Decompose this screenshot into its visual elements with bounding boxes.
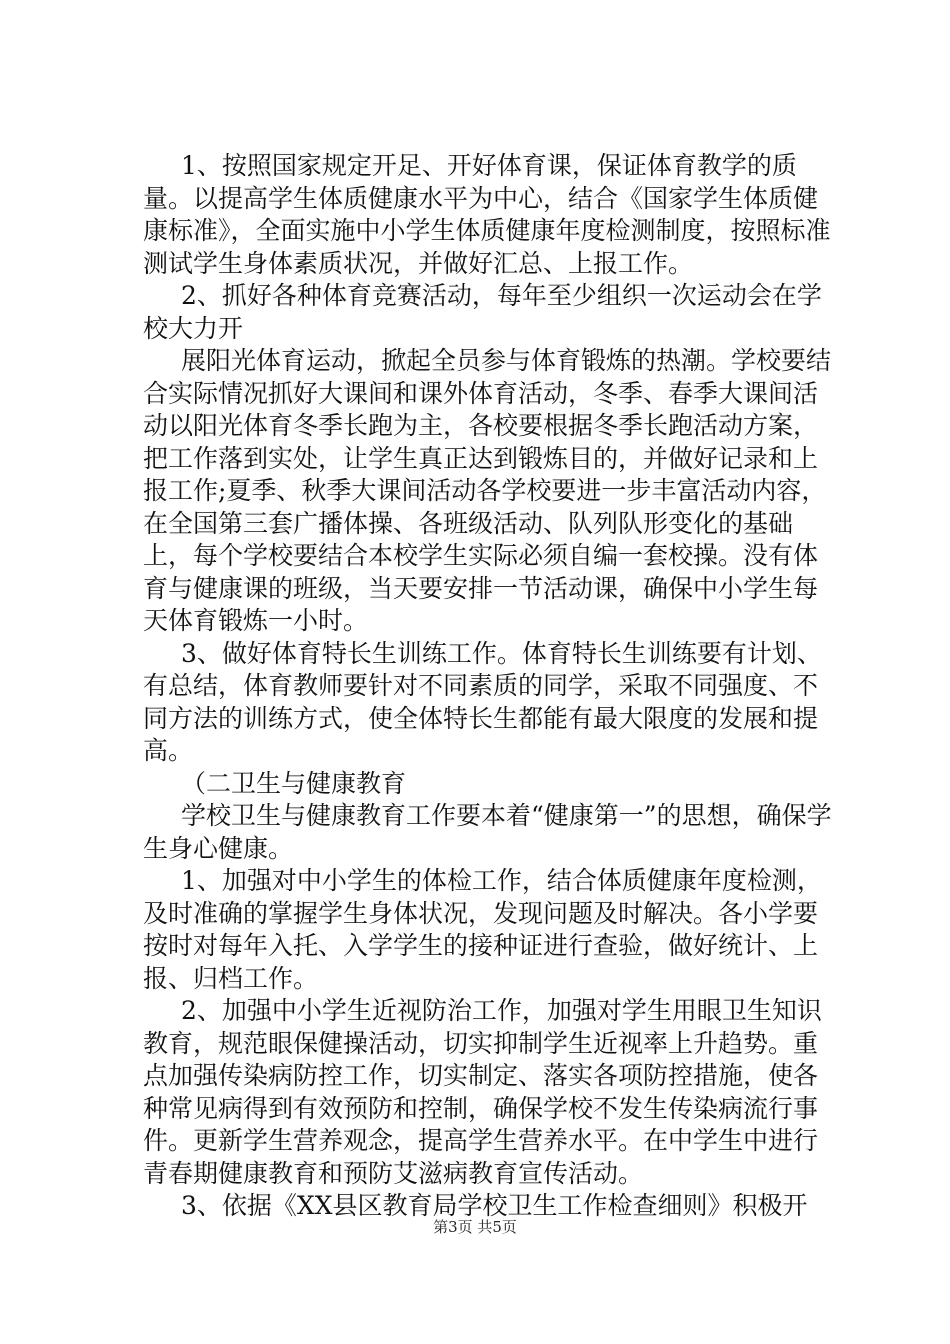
paragraph-health-item-2: 2、加强中小学生近视防治工作，加强对学生用眼卫生知识教育，规范眼保健操活动，切实抑制学生近视率上升趋势。重点加强传染病防控工作，切实制定、落实各项防控措施，使各种常见病得到有效预防和控制，确保学校不发生传染病流行事件。更新学生营养观念，提高学生营养水平。在中学生中进行青春期健康教育和预防艾滋病教育宣传活动。 [143, 996, 822, 1188]
paragraph-health-item-3: 3、依据《XX县区教育局学校卫生工作检查细则》积极开 [181, 1191, 808, 1220]
section-heading-health: （二卫生与健康教育 [181, 768, 407, 798]
paragraph-pe-item-2: 2、抓好各种体育竞赛活动，每年至少组织一次运动会在学校大力开 [143, 281, 822, 343]
document-body [143, 150, 833, 1223]
paragraph-health-item-1: 1、加强对中小学生的体检工作，结合体质健康年度检测，及时准确的掌握学生身体状况，发现问题及时解决。各小学要按时对每年入托、入学学生的接种证进行查验，做好统计、上报、归档工作。 [143, 866, 822, 993]
paragraph-pe-continuation: 展阳光体育运动，掀起全员参与体育锻炼的热潮。学校要结合实际情况抓好大课间和课外体育活动，冬季、春季大课间活动以阳光体育冬季长跑为主，各校要根据冬季长跑活动方案，把工作落到实处，让学生真正达到锻炼目的，并做好记录和上报工作;夏季、秋季大课间活动各学校要进一步丰富活动内容，在全国第三套广播体操、各班级活动、队列队形变化的基础上，每个学校要结合本校学生实际必须自编一套校操。没有体育与健康课的班级，当天要安排一节活动课，确保中小学生每天体育锻炼一小时。 [143, 346, 832, 635]
paragraph-pe-item-1: 1、按照国家规定开足、开好体育课，保证体育教学的质量。以提高学生体质健康水平为中心，结合《国家学生体质健康标准》，全面实施中小学生体质健康年度检测制度，按照标准测试学生身体素质状况，并做好汇总、上报工作。 [143, 151, 831, 278]
paragraph-health-intro: 学校卫生与健康教育工作要本着“健康第一”的思想，确保学生身心健康。 [143, 801, 832, 863]
page-number-footer: 第3页 共5页 [433, 1218, 517, 1236]
paragraph-pe-item-3: 3、做好体育特长生训练工作。体育特长生训练要有计划、有总结，体育教师要针对不同素质的同学，采取不同强度、不同方法的训练方式，使全体特长生都能有最大限度的发展和提高。 [143, 638, 822, 765]
